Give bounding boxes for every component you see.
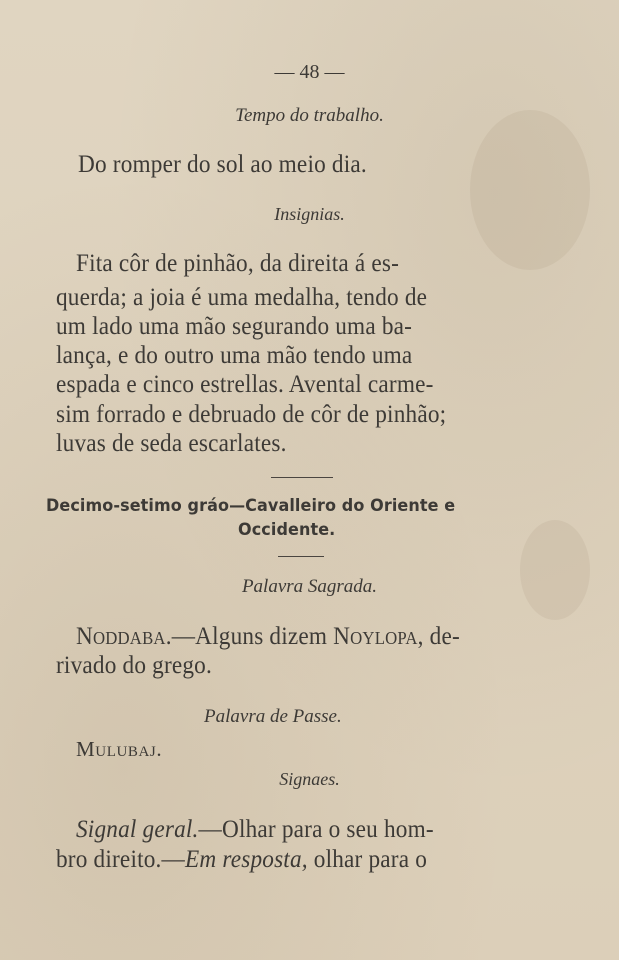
tempo-text: Do romper do sol ao meio dia. [78, 151, 367, 178]
section-heading-palavra-sagrada: Palavra Sagrada. [241, 576, 378, 597]
text-fragment: —Alguns dizem [171, 623, 334, 650]
text-fragment: olhar para o [307, 846, 428, 873]
degree-title-line1: Decimo-setimo gráo—Cavalleiro do Oriente e [46, 496, 456, 515]
section-heading-tempo: Tempo do trabalho. [235, 105, 384, 126]
insignias-line: um lado uma mão segurando uma ba- [56, 313, 413, 340]
palavra-sagrada-line2: rivado do grego. [56, 652, 213, 679]
text-fragment: bro direito.— [56, 846, 185, 873]
foxing-stain [470, 110, 590, 270]
signal-line2 [56, 847, 427, 872]
insignias-line: Fita côr de pinhão, da direita á es- [76, 250, 400, 277]
insignias-line: querda; a joia é uma medalha, tendo de [56, 284, 428, 311]
section-divider [278, 556, 324, 557]
palavra-sagrada-line1 [76, 624, 460, 649]
insignias-line: sim forrado e debruado de côr de pinhão; [56, 401, 447, 428]
response-label: Em resposta, [184, 846, 308, 873]
section-heading-insignias: Insignias. [274, 204, 345, 224]
insignias-line: luvas de seda escarlates. [56, 430, 287, 457]
text-fragment: , de- [417, 623, 460, 650]
section-heading-signaes: Signaes. [279, 769, 340, 789]
insignias-line: lança, e do outro uma mão tendo uma [56, 342, 413, 369]
section-divider [271, 477, 333, 478]
signal-label: Signal geral. [76, 816, 199, 843]
password-word: Mulubaj. [76, 737, 163, 761]
insignias-line: espada e cinco estrellas. Avental carme- [56, 371, 434, 398]
text-fragment: —Olhar para o seu hom- [198, 816, 434, 843]
degree-title-line2: Occidente. [238, 520, 336, 539]
page-number: — 48 — [274, 61, 345, 83]
signal-line1 [76, 817, 434, 842]
sacred-word: Noddaba. [76, 623, 172, 650]
alt-sacred-word: Noylopa [333, 623, 418, 650]
section-heading-palavra-passe: Palavra de Passe. [204, 706, 342, 727]
foxing-stain [520, 520, 590, 620]
